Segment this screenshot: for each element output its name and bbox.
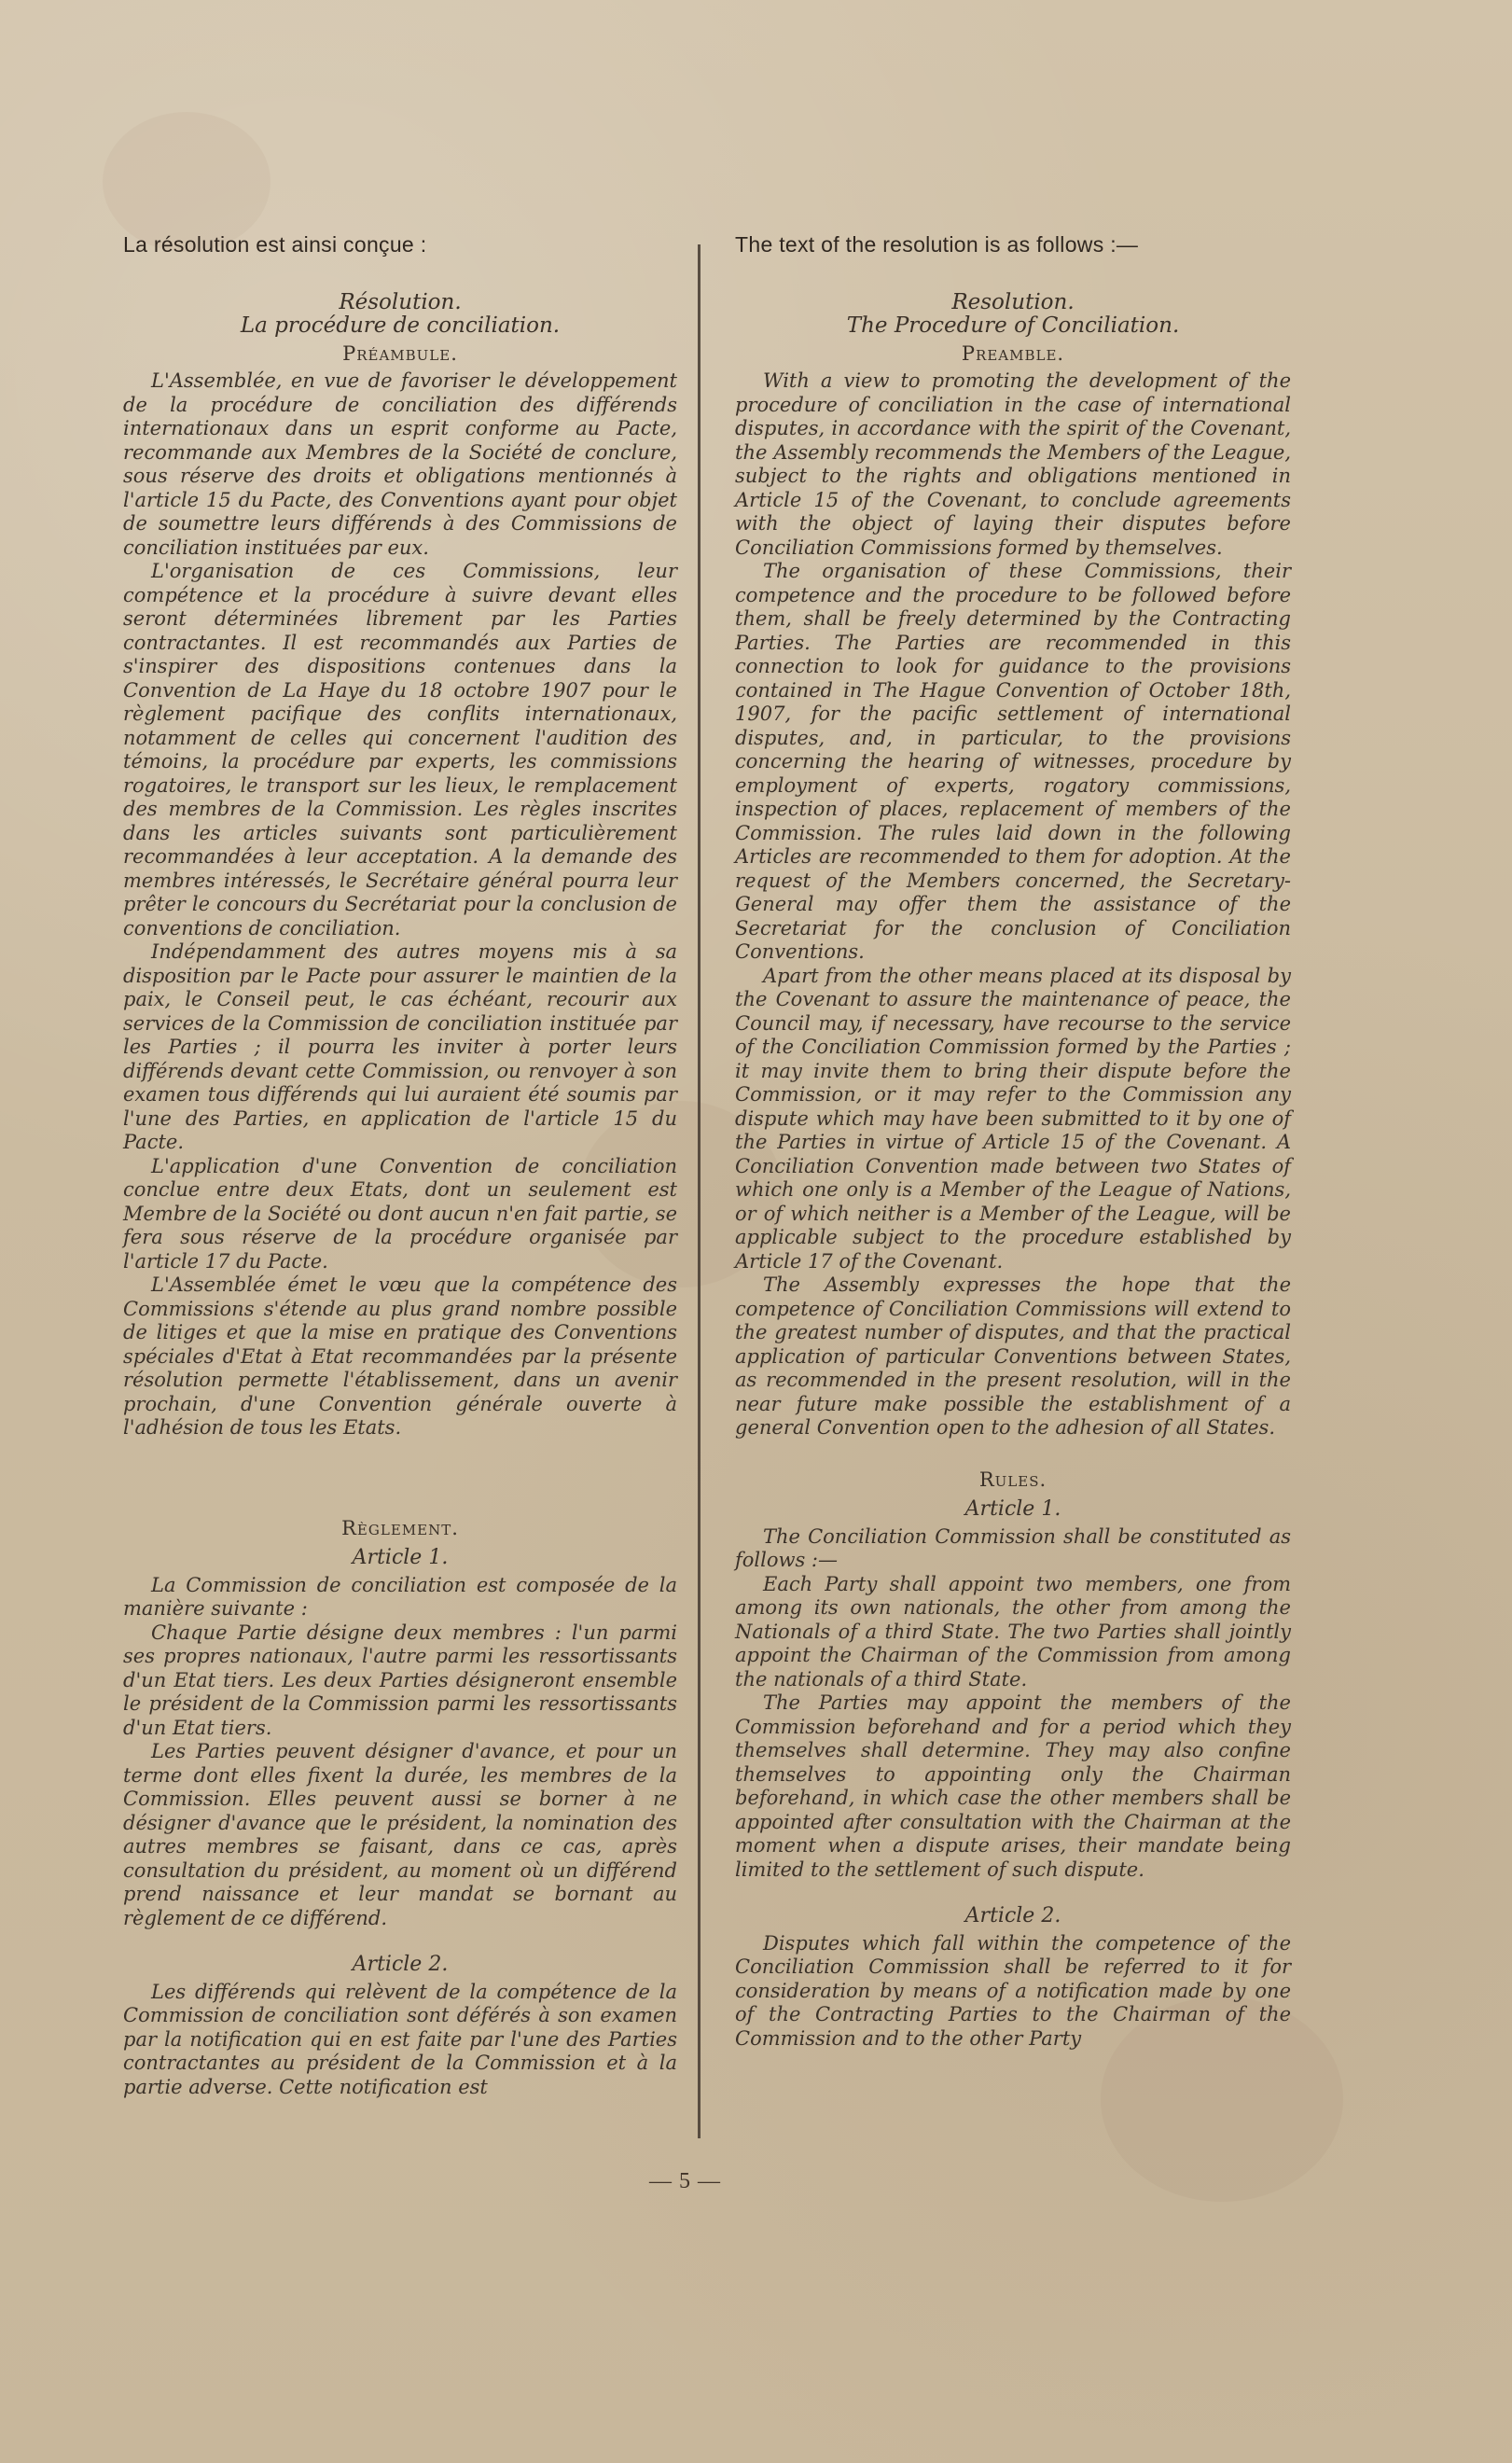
english-preamble-paragraph-2: The organisation of these Commissions, their competence and the procedure to be followed before them, shall be freely determined by the Contracting Parties. The Parties are recommended in this connection to look for guidance to the provisions contained in The Hague Convention of October 18th, 1907, for the pacific settlement of international disputes, and, in particular, to the provisions concerning the hearing of witnesses, procedure by employment of experts, rogatory commissions, inspection of places, replacement of members of the Commission. The rules laid down in the following Articles are recommended to them for adoption. At the request of the Members concerned, the Secretary-General may offer them the assistance of the Secretariat for the conclusion of Conciliation Conventions. (735, 560, 1291, 963)
english-intro-text: The text of the resolution is as follows :— (735, 232, 1139, 257)
french-procedure-heading: La procédure de conciliation. (240, 313, 561, 338)
french-column (123, 233, 677, 2099)
english-procedure-heading: The Procedure of Conciliation. (846, 313, 1180, 338)
english-article-1-paragraph-2: Each Party shall appoint two members, one from among its own nationals, the other from among the Nationals of a third State. The two Parties shall jointly appoint the Chairman of the Commission from among the nationals of a third State. (735, 1572, 1291, 1691)
french-preamble-paragraph-5: L'Assemblée émet le vœu que la compétence des Commissions s'étende au plus grand nombre possible de litiges et que la mise en pratique des Conventions spéciales d'Etat à Etat recommandées par la présente résolution permette l'établissement, dans un avenir prochain, d'une Convention générale ouverte à l'adhésion de tous les Etats. (123, 1273, 677, 1439)
french-intro-text: La résolution est ainsi conçue : (123, 232, 427, 257)
french-preamble-label: Préambule. (342, 341, 458, 365)
french-article-2-title: Article 2. (352, 1953, 449, 1976)
french-rules-label: Règlement. (341, 1516, 459, 1539)
english-article-2-paragraph: Disputes which fall within the competence of the Conciliation Commission shall be referred to it for consideration by means of a notification made by one of the Contracting Parties to the Chairman of the Commission and to the other Party (735, 1931, 1291, 2050)
english-column (735, 233, 1291, 2051)
english-intro (735, 233, 1291, 257)
french-article-2-paragraph: Les différends qui relèvent de la compétence de la Commission de conciliation sont déférés à son examen par la notification qui en est faite par l'une des Parties contractantes au président de la Commission et à la partie adverse. Cette notification est (123, 1980, 677, 2098)
english-article-2-title: Article 2. (964, 1904, 1061, 1927)
paper-stain-top (103, 112, 270, 252)
french-article-1-paragraph-2: Chaque Partie désigne deux membres : l'un parmi ses propres nationaux, l'autre parmi les ressortissants d'un Etat tiers. Les deux Parties désigneront ensemble le président de la Commission parmi les ressortissants d'un Etat tiers. (123, 1621, 677, 1739)
french-preamble-paragraph-3: Indépendamment des autres moyens mis à sa disposition par le Pacte pour assurer le maintien de la paix, le Conseil peut, le cas échéant, recourir aux services de la Commission de conciliation instituée par les Parties ; il pourra les inviter à porter leurs différends devant cette Commission, ou renvoyer à son examen tous différends qui lui auraient été soumis par l'une des Parties, en application de l'article 15 du Pacte. (123, 940, 677, 1153)
english-resolution-heading: Resolution. (951, 289, 1075, 314)
french-preamble-paragraph-2: L'organisation de ces Commissions, leur compétence et la procédure à suivre devant elles seront déterminées librement par les Parties contractantes. Il est recommandés aux Parties de s'inspirer des dispositions contenues dans la Convention de La Haye du 18 octobre 1907 pour le règlement pacifique des conflits internationaux, notamment de celles qui concernent l'audition des témoins, la procédure par experts, les commissions rogatoires, le transport sur les lieux, le remplacement des membres de la Commission. Les règles inscrites dans les articles suivants sont particulièrement recommandées à leur acceptation. A la demande des membres intéressés, le Secrétaire général pourra leur prêter le concours du Secrétariat pour la conclusion de conventions de conciliation. (123, 560, 677, 939)
french-article-1-title: Article 1. (352, 1546, 449, 1569)
english-preamble-paragraph-3: Apart from the other means placed at its disposal by the Covenant to assure the maintenance of peace, the Council may, if necessary, have recourse to the service of the Conciliation Commission formed by the Parties ; it may invite them to bring their dispute before the Commission, or it may refer to the Commission any dispute which may have been submitted to it by one of the Parties in virtue of Article 15 of the Covenant. A Conciliation Convention made between two States of which one only is a Member of the League of Nations, or of which neither is a Member of the League, will be applicable subject to the procedure established by Article 17 of the Covenant. (735, 964, 1291, 1273)
english-rules-section (735, 1468, 1291, 2052)
english-article-1-title: Article 1. (964, 1497, 1061, 1521)
english-rules-label: Rules. (978, 1468, 1047, 1491)
french-resolution-heading: Résolution. (339, 289, 462, 314)
english-article-2-block (735, 1904, 1291, 2051)
page-number: — 5 — (649, 2169, 721, 2193)
french-article-1-paragraph-3: Les Parties peuvent désigner d'avance, et pour un terme dont elles fixent la durée, les membres de la Commission. Elles peuvent aussi se borner à ne désigner d'avance que le président, la nomination des autres membres se faisant, dans ce cas, après consultation du président, au moment où un différend prend naissance et leur mandat se bornant au règlement de ce différend. (123, 1740, 677, 1929)
french-article-1-paragraph-1: La Commission de conciliation est composée de la manière suivante : (123, 1573, 677, 1620)
column-divider (698, 244, 701, 2138)
english-article-1-paragraph-3: The Parties may appoint the members of the Commission beforehand and for a period which they themselves shall determine. They may also confine themselves to appointing only the Chairman beforehand, in which case the other members shall be appointed after consultation with the Chairman at the moment when a dispute arises, their mandate being limited to the settlement of such dispute. (735, 1691, 1291, 1881)
english-article-1-paragraph-1: The Conciliation Commission shall be constituted as follows :— (735, 1524, 1291, 1571)
english-preamble-label: Preamble. (961, 341, 1065, 365)
french-preamble-paragraph-1: L'Assemblée, en vue de favoriser le développement de la procédure de conciliation des différends internationaux dans un esprit conforme au Pacte, recommande aux Membres de la Société de conclure, sous réserve des droits et obligations mentionnés à l'article 15 du Pacte, des Conventions ayant pour objet de soumettre leurs différends à des Commissions de conciliation instituées par eux. (123, 369, 677, 559)
french-intro (123, 233, 677, 257)
english-preamble-paragraph-4: The Assembly expresses the hope that the competence of Conciliation Commissions will extend to the greatest number of disputes, and that the practical application of particular Conventions between States, as recommended in the present resolution, will in the near future make possible the establishment of a general Convention open to the adhesion of all States. (735, 1273, 1291, 1439)
french-preamble-paragraph-4: L'application d'une Convention de conciliation conclue entre deux Etats, dont un seulement est Membre de la Société ou dont aucun n'en fait partie, se fera sous réserve de la procédure organisée par l'article 17 du Pacte. (123, 1154, 677, 1273)
french-article-2-block (123, 1953, 677, 2099)
french-rules-section (123, 1517, 677, 2100)
english-preamble-paragraph-1: With a view to promoting the development of the procedure of conciliation in the case of international disputes, in accordance with the spirit of the Covenant, the Assembly recommends the Members of the League, subject to the rights and obligations mentioned in Article 15 of the Covenant, to conclude agreements with the object of laying their disputes before Conciliation Commissions formed by themselves. (735, 369, 1291, 559)
